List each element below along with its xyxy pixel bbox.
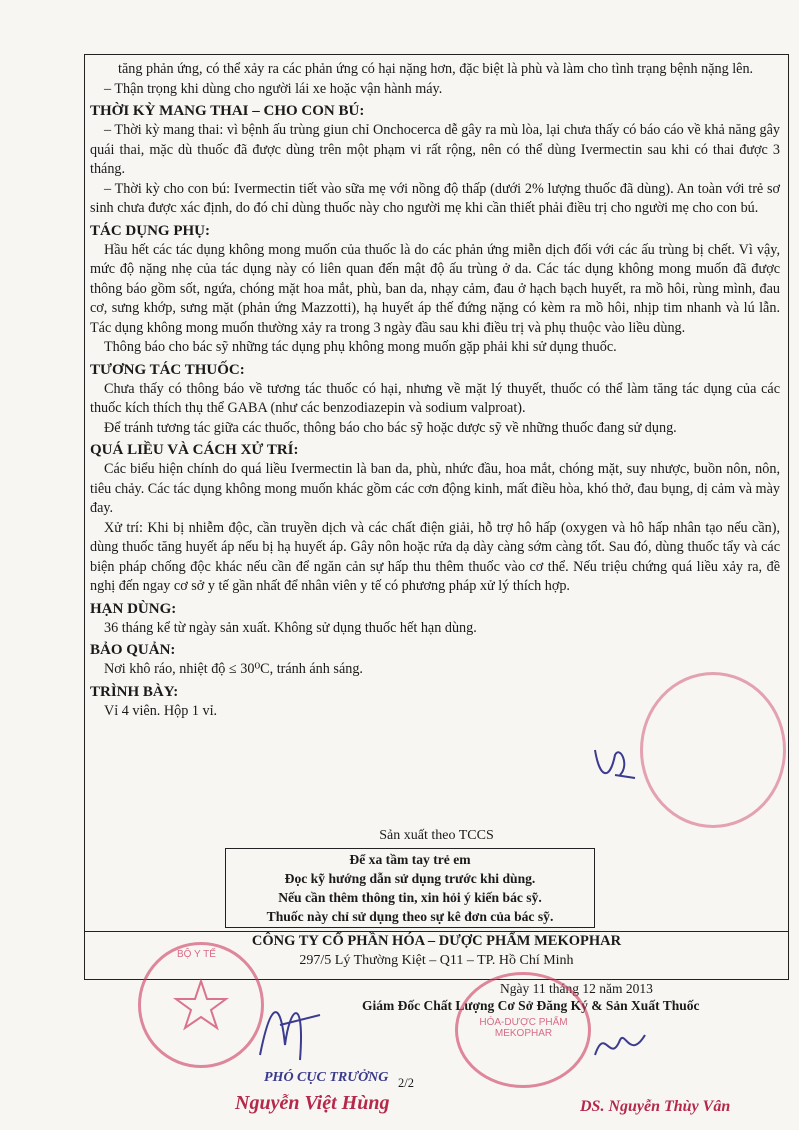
- paragraph: Chưa thấy có thông báo về tương tác thuốc có hại, nhưng về mặt lý thuyết, thuốc có thể làm tăng tác dụng của các thuốc kích thích thụ thể GABA (như các benzodiazepin và sodium valproat).: [90, 380, 780, 416]
- paragraph: Vỉ 4 viên. Hộp 1 vỉ.: [104, 702, 218, 719]
- leaflet-body: [90, 60, 780, 721]
- section-heading: QUÁ LIỀU VÀ CÁCH XỬ TRÍ:: [90, 442, 299, 458]
- signer-left-name: Nguyễn Việt Hùng: [235, 1092, 390, 1114]
- section-heading: TƯƠNG TÁC THUỐC:: [90, 361, 245, 378]
- company-name: CÔNG TY CỔ PHẦN HÓA – DƯỢC PHẨM MEKOPHAR: [251, 933, 622, 949]
- paragraph: 36 tháng kể từ ngày sản xuất. Không sử dụng thuốc hết hạn dùng.: [104, 619, 477, 636]
- director-title: Giám Đốc Chất Lượng Cơ Sở Đăng Ký & Sản Xuất Thuốc: [362, 998, 700, 1013]
- ministry-stamp: [138, 942, 264, 1068]
- warning-line: Đọc kỹ hướng dẫn sử dụng trước khi dùng.: [284, 871, 536, 886]
- initial-mark-icon: [590, 740, 640, 785]
- company-stamp: [455, 972, 591, 1088]
- standard-line: Sản xuất theo TCCS: [379, 828, 494, 843]
- paragraph: Thông báo cho bác sỹ những tác dụng phụ không mong muốn gặp phải khi sử dụng thuốc.: [104, 339, 617, 355]
- paragraph: – Thời kỳ cho con bú: Ivermectin tiết vào sữa mẹ với nồng độ thấp (dưới 2% lượng thuốc đã dùng). An toàn với trẻ sơ sinh chưa được xác định, do đó chỉ dùng thuốc này cho người mẹ khi cần thiết phải điều trị cho người mẹ cho con bú.: [90, 180, 780, 216]
- paragraph: tăng phản ứng, có thể xảy ra các phản ứng có hại nặng hơn, đặc biệt là phù và làm cho tình trạng bệnh nặng lên.: [118, 61, 754, 77]
- page-number: 2/2: [398, 1076, 414, 1090]
- paragraph: Các biểu hiện chính do quá liều Ivermectin là ban da, phù, nhức đầu, hoa mắt, chóng mặt, suy nhược, buồn nôn, nôn, tiêu chảy. Các tác dụng không mong muốn khác gồm các cơn động kinh, mất điều hòa, khó thở, đau bụng, dị cảm và mày đay.: [90, 461, 780, 516]
- star-emblem-icon: [171, 975, 231, 1035]
- stamp-left-label: BỘ Y TẾ: [177, 949, 216, 960]
- signature-left-icon: [250, 985, 330, 1075]
- paragraph: – Thời kỳ mang thai: vì bệnh ấu trùng giun chỉ Onchocerca dễ gây ra mù lòa, lại chưa thấy có báo cáo về khả năng gây quái thai, mặc dù thuốc đã được dùng trên một phạm vi rất rộng, nên có thể dùng Ivermectin sau khi có thai được 3 tháng.: [90, 122, 780, 177]
- warning-box: [225, 848, 595, 928]
- signature-right-icon: [590, 1020, 650, 1070]
- stamp-right-label: HÓA-DƯỢC PHẨM MEKOPHAR: [479, 1017, 568, 1039]
- section-heading: BẢO QUẢN:: [90, 642, 176, 658]
- section-heading: TRÌNH BÀY:: [90, 683, 179, 700]
- deputy-title: PHÓ CỤC TRƯỞNG: [264, 1070, 389, 1085]
- paragraph: Hầu hết các tác dụng không mong muốn của thuốc là do các phản ứng miễn dịch đối với các ấu trùng bị chết. Vì vậy, mức độ nặng nhẹ của tác dụng này có liên quan đến mật độ ấu trùng ở da. Các tác dụng không mong muốn đã được thông báo gồm sốt, ngứa, chóng mặt hoa mắt, phù, ban da, nhạy cảm, đau ở hạch bạch huyết, ra mồ hôi, rùng mình, đau cơ, sưng khớp, sưng mặt (phản ứng Mazzotti), hạ huyết áp thế đứng nặng có kèm ra mồ hôi, nhịp tim nhanh và lú lẫn. Tác dụng không mong muốn thường xảy ra trong 3 ngày đầu sau khi điều trị và phụ thuộc vào liều dùng.: [90, 241, 780, 336]
- partial-stamp: [640, 672, 786, 828]
- warning-line: Thuốc này chỉ sử dụng theo sự kê đơn của bác sỹ.: [266, 909, 554, 924]
- paragraph: – Thận trọng khi dùng cho người lái xe hoặc vận hành máy.: [104, 80, 443, 97]
- section-heading: HẠN DÙNG:: [90, 600, 177, 617]
- signer-right-name: DS. Nguyễn Thùy Vân: [580, 1098, 731, 1115]
- warning-line: Nếu cần thêm thông tin, xin hỏi ý kiến bác sỹ.: [278, 890, 542, 905]
- section-heading: TÁC DỤNG PHỤ:: [90, 222, 210, 239]
- paragraph: Nơi khô ráo, nhiệt độ ≤ 30⁰C, tránh ánh sáng.: [104, 661, 363, 677]
- warning-line: Để xa tầm tay trẻ em: [349, 852, 471, 867]
- section-heading: THỜI KỲ MANG THAI – CHO CON BÚ:: [90, 103, 365, 119]
- divider: [84, 931, 789, 932]
- paragraph: Xử trí: Khi bị nhiễm độc, cần truyền dịch và các chất điện giải, hỗ trợ hô hấp (oxygen và hô hấp nhân tạo nếu cần), dùng thuốc tăng huyết áp nếu bị hạ huyết áp. Gây nôn hoặc rửa dạ dày càng sớm càng tốt. Sau đó, dùng thuốc tẩy và các biện pháp chống độc khác nếu cần để ngăn cản sự hấp thu thêm thuốc vào cơ thể. Nếu triệu chứng quá liều xảy ra, đề nghị đến ngay cơ sở y tế gần nhất để nhân viên y tế có phương pháp xử lý thích hợp.: [90, 519, 780, 594]
- company-address: 297/5 Lý Thường Kiệt – Q11 – TP. Hồ Chí Minh: [299, 953, 574, 968]
- issue-date: Ngày 11 tháng 12 năm 2013: [500, 981, 653, 996]
- paragraph: Để tránh tương tác giữa các thuốc, thông báo cho bác sỹ hoặc dược sỹ về những thuốc đang sử dụng.: [104, 419, 677, 436]
